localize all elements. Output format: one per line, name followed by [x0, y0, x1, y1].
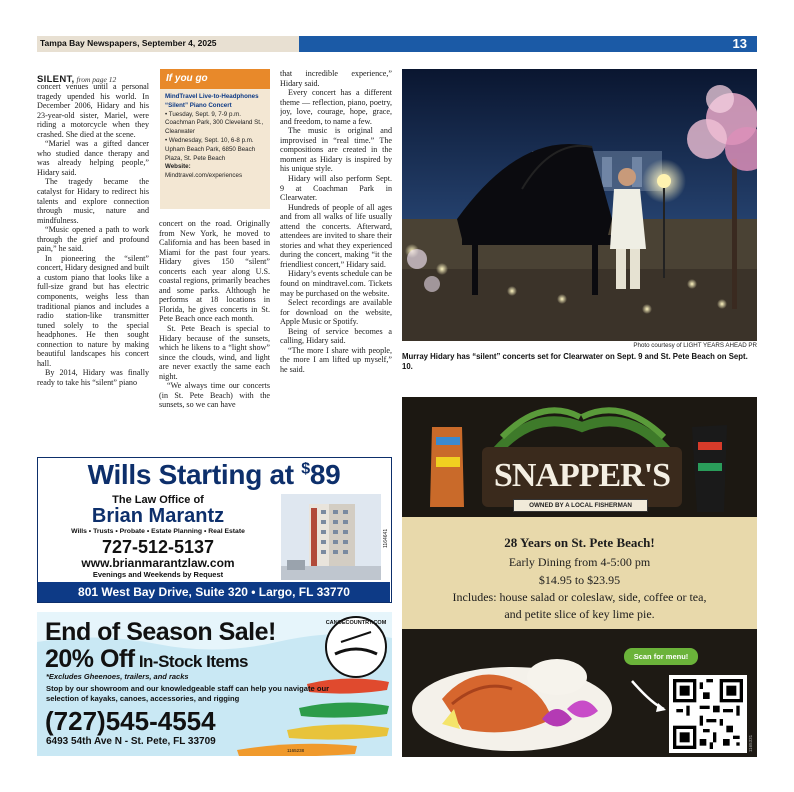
paragraph: Hidary’s events schedule can be found on mindtravel.com. Tickets may be purchased on the website.	[280, 269, 392, 298]
snappers-ad-number: 1165331	[748, 734, 753, 752]
header-bar-middle	[299, 36, 699, 52]
paragraph: that incredible experience,” Hidary said.	[280, 69, 392, 88]
includes-line-2: and petite slice of key lime pie.	[504, 607, 655, 621]
paragraph: St. Pete Beach is special to Hidary because of the sunsets, which he likens to a “light show” since the clouds, wind, and light are never exactly the same each night.	[159, 324, 270, 381]
if-you-go-box	[160, 69, 270, 209]
law-office-label: The Law Office of	[112, 494, 204, 506]
menu-qr-code[interactable]	[669, 675, 747, 753]
price-range: $14.95 to $23.95	[538, 573, 621, 587]
early-dining: Early Dining from 4-5:00 pm	[508, 555, 651, 569]
paragraph: “The more I share with people, the more I am lifted up myself,” he said.	[280, 345, 392, 374]
discount-headline	[45, 645, 248, 674]
header-bar-right	[699, 36, 757, 52]
photo-credit: Photo courtesy of LIGHT YEARS AHEAD PR	[633, 342, 757, 349]
wills-ad-number: 1164641	[383, 528, 389, 548]
paragraph: concert venues until a personal tragedy upended his world. In December 2006, Hidary and his 23-year-old sister, Mariel, were riding a motorcycle when they crashed. She died at the scene.	[37, 82, 149, 139]
wills-website: www.brianmarantzlaw.com	[81, 556, 235, 570]
paragraph: “Music opened a path to work through the grief and profound pain,” he said.	[37, 225, 149, 254]
canoe-country-ad	[37, 612, 392, 756]
scan-for-menu-label: Scan for menu!	[624, 648, 698, 665]
canoe-address: 6493 54th Ave N - St. Pete, FL 33709	[46, 736, 216, 747]
paragraph: By 2014, Hidary was finally ready to take his “silent” piano	[37, 368, 149, 387]
article-column-3	[280, 69, 392, 434]
canoe-country-logo	[323, 614, 389, 680]
wills-price: 89	[309, 459, 341, 490]
snappers-brand: SNAPPER'S	[493, 457, 671, 494]
canoe-logo-text: CANOECOUNTRY.COM	[325, 620, 387, 626]
wills-headline-text: Wills Starting at	[87, 459, 302, 490]
office-building-image	[281, 494, 381, 580]
concert-photo	[402, 69, 757, 341]
legal-services: Wills • Trusts • Probate • Estate Planning • Real Estate	[71, 528, 245, 535]
paragraph: Every concert has a different theme — reflection, piano, poetry, joy, love, courage, hope, grace, and freedom, to name a few.	[280, 88, 392, 126]
canoe-phone: (727)545-4554	[45, 706, 216, 736]
wills-headline	[38, 459, 390, 491]
paragraph: “Mariel was a gifted dancer who studied dance therapy and was already helping people,” Hidary said.	[37, 139, 149, 177]
wills-phone: 727-512-5137	[101, 537, 215, 557]
slug-title: SILENT,	[37, 74, 75, 85]
paragraph: Hundreds of people of all ages and from all walks of life usually attend the concerts. Afterward, attendees are invited to share their stories and what they experienced during the concert, making “it the friendliest concert,” Hidary said.	[280, 202, 392, 269]
paragraph: “We always time our concerts (in St. Pete Beach) with the sunsets, so we can have	[159, 381, 270, 410]
paragraph: Select recordings are available for download on the website, Apple Music or Spotify.	[280, 298, 392, 327]
attorney-name: Brian Marantz	[91, 505, 225, 527]
paragraph: concert on the road. Originally from New York, he moved to California and has been based in Miami for the past four years. Hidary gives 150 “silent” concerts each year along U.S. coastal regions, primarily beaches and some parks. Although he performs at 18 locations in Florida, he gives concerts in St. Pete Beach once each month.	[159, 219, 270, 324]
page-number: 13	[732, 36, 747, 51]
event-date-2: • Wednesday, Sept. 10, 6-8 p.m. Upham Beach Park, 6850 Beach Plaza, St. Pete Beach	[165, 136, 256, 162]
sale-exclusions: *Excludes Gheenoes, trailers, and racks	[46, 672, 189, 681]
paragraph: Hidary will also perform Sept. 9 at Coachman Park in Clearwater.	[280, 174, 392, 203]
qr-code-icon	[673, 679, 743, 749]
paragraph: The music is original and improvised in “real time.” The compositions are created in the moment as Hidary is inspired by his unique style.	[280, 126, 392, 174]
discount-items: In-Stock Items	[134, 652, 249, 671]
snappers-tagline: OWNED BY A LOCAL FISHERMAN	[513, 499, 648, 512]
event-name: MindTravel Live-to-Headphones “Silent” Piano Concert	[165, 93, 259, 109]
event-date-1: • Tuesday, Sept. 9, 7-9 p.m. Coachman Park, 300 Cleveland St., Clearwater	[165, 110, 264, 136]
paragraph: The tragedy became the catalyst for Hidary to redirect his talents and explore connection through music, nature and mindfulness.	[37, 177, 149, 225]
wills-address: 801 West Bay Drive, Suite 320 • Largo, FL 33770	[38, 582, 390, 602]
discount-percent: 20% Off	[45, 645, 135, 673]
sale-headline: End of Season Sale!	[45, 618, 276, 646]
wills-dollar-sign: $	[301, 460, 310, 478]
concert-photo-illustration	[402, 69, 757, 341]
article-column-2	[159, 219, 270, 436]
store-blurb: Stop by our showroom and our knowledgeable staff can help you navigate our selection of kayaks, canoes, accessories, and rigging	[46, 684, 330, 703]
snappers-years: 28 Years on St. Pete Beach!	[504, 535, 655, 550]
paragraph: In pioneering the “silent” concert, Hidary designed and built a custom piano that looks like a full-size grand but has electric components, weighs less than traditional pianos and includes a radio station-like transmitter tuned solely to the special headphones. He then sought connection to nature by making beautiful landscapes his concert hall.	[37, 253, 149, 368]
article-column-1	[37, 69, 149, 434]
event-website-link[interactable]: Mindtravel.com/experiences	[165, 172, 243, 180]
includes-line: Includes: house salad or coleslaw, side, coffee or tea,	[452, 590, 707, 604]
page-header	[37, 36, 757, 52]
if-you-go-title: If you go	[160, 69, 270, 89]
website-label: Website:	[165, 163, 191, 171]
publication-line: Tampa Bay Newspapers, September 4, 2025	[40, 38, 217, 48]
photo-caption: Murray Hidary has “silent” concerts set for Clearwater on Sept. 9 and St. Pete Beach on Sept. 10.	[402, 352, 748, 371]
wills-ad	[37, 457, 392, 603]
paragraph: Being of service becomes a calling, Hidary said.	[280, 326, 392, 346]
jump-line: from page 12	[76, 75, 117, 84]
canoe-ad-number: 1165238	[287, 748, 305, 753]
snappers-ad	[402, 397, 757, 757]
wills-hours: Evenings and Weekends by Request	[92, 570, 224, 579]
